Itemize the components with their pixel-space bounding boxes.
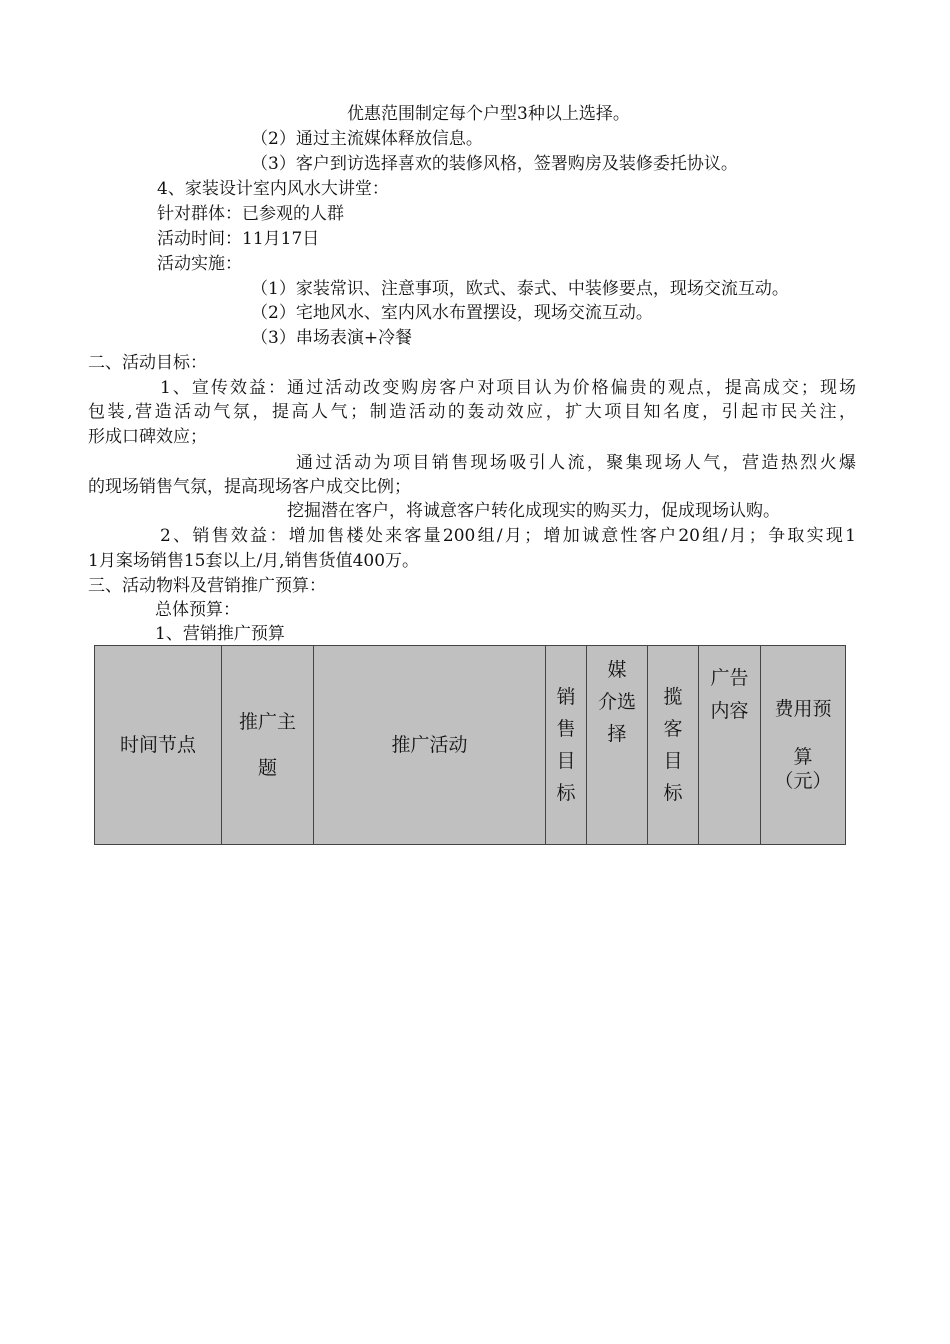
text-line: （2）宅地风水、室内风水布置摆设，现场交流互动。 bbox=[251, 303, 653, 323]
table-caption: 1、营销推广预算 bbox=[155, 624, 285, 644]
table-header-row bbox=[95, 646, 846, 845]
header-cell: 媒 介选 择 bbox=[587, 646, 648, 845]
header-cell: 推广主 题 bbox=[222, 646, 314, 845]
header-cell: 时间节点 bbox=[95, 646, 222, 845]
text-line: （1）家装常识、注意事项，欧式、泰式、中装修要点，现场交流互动。 bbox=[251, 279, 789, 299]
section-heading: 三、活动物料及营销推广预算： bbox=[88, 576, 326, 596]
paragraph-line: 的现场销售气氛，提高现场客户成交比例； bbox=[88, 477, 411, 497]
paragraph-line: 1、宣传效益：通过活动改变购房客户对项目认为价格偏贵的观点，提高成交；现场 bbox=[160, 378, 856, 398]
text-line: 活动实施： bbox=[157, 254, 242, 274]
paragraph-line: 通过活动为项目销售现场吸引人流，聚集现场人气，营造热烈火爆 bbox=[296, 453, 856, 473]
text-line: （3）串场表演+冷餐 bbox=[251, 328, 413, 348]
section-heading: 4、家装设计室内风水大讲堂： bbox=[157, 179, 389, 199]
header-cell: 推广活动 bbox=[314, 646, 546, 845]
header-cell: 揽 客 目 标 bbox=[648, 646, 699, 845]
paragraph-line: 形成口碑效应； bbox=[88, 427, 207, 447]
paragraph-line: 2、销售效益：增加售楼处来客量200组/月；增加诚意性客户20组/月；争取实现1 bbox=[160, 526, 856, 546]
header-cell: 销 售 目 标 bbox=[546, 646, 587, 845]
header-cell: 费用预 算 （元） bbox=[761, 646, 846, 845]
text-line: （2）通过主流媒体释放信息。 bbox=[251, 129, 483, 149]
paragraph-line: 挖掘潜在客户，将诚意客户转化成现实的购买力，促成现场认购。 bbox=[287, 501, 780, 521]
text-line: 总体预算： bbox=[155, 600, 240, 620]
header-cell: 广告 内容 bbox=[699, 646, 761, 845]
section-heading: 二、活动目标： bbox=[88, 353, 207, 373]
text-line: 优惠范围制定每个户型3种以上选择。 bbox=[347, 104, 630, 124]
paragraph-line: 包装,营造活动气氛，提高人气；制造活动的轰动效应，扩大项目知名度，引起市民关注， bbox=[88, 402, 856, 422]
text-line: （3）客户到访选择喜欢的装修风格，签署购房及装修委托协议。 bbox=[251, 154, 738, 174]
text-line: 活动时间：11月17日 bbox=[157, 229, 320, 249]
paragraph-line: 1月案场销售15套以上/月,销售货值400万。 bbox=[88, 551, 420, 571]
budget-table bbox=[94, 645, 846, 845]
text-line: 针对群体：已参观的人群 bbox=[157, 204, 344, 224]
